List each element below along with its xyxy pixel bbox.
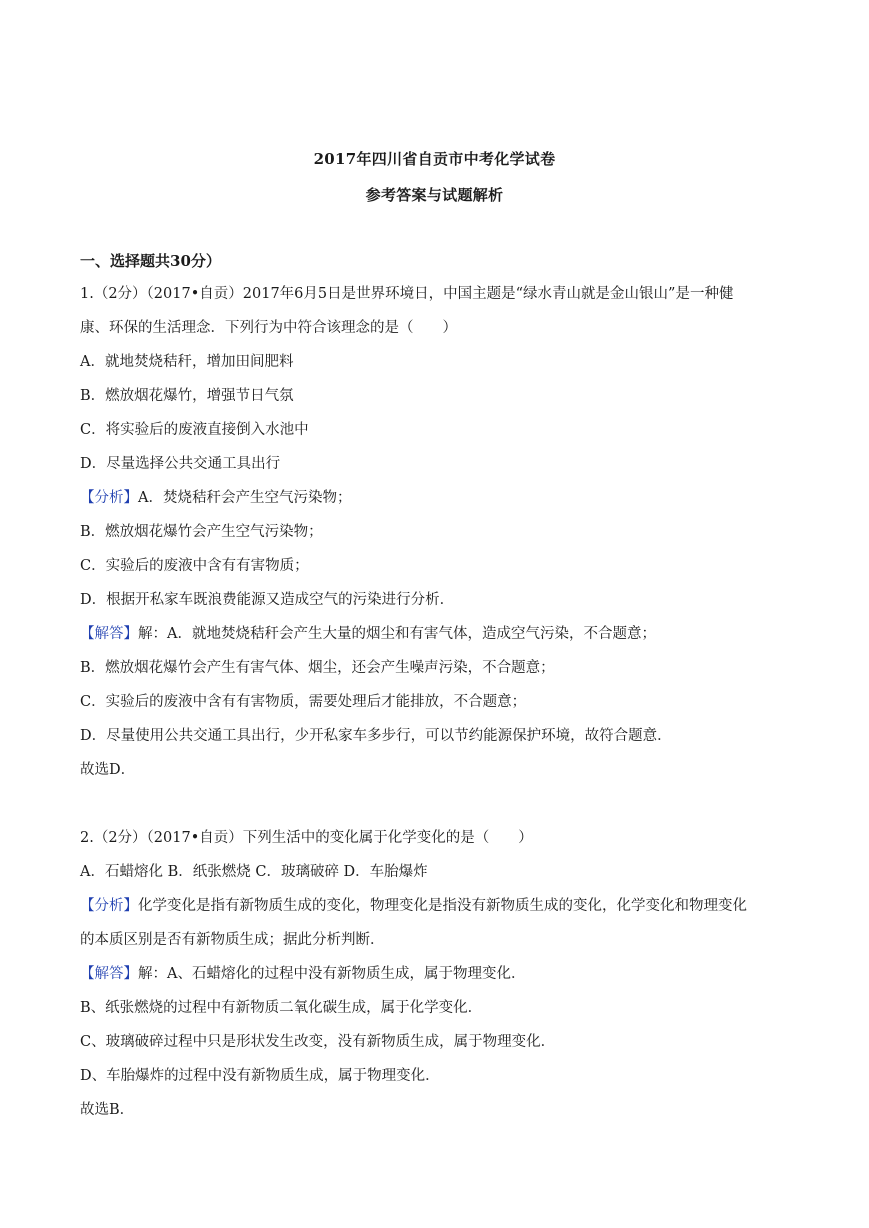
q2-stem: 2.（2分）（2017•自贡）下列生活中的变化属于化学变化的是（ ） bbox=[80, 830, 533, 846]
q2-options: A．石蜡熔化 B．纸张燃烧 C．玻璃破碎 D．车胎爆炸 bbox=[80, 864, 428, 880]
analysis-tag: 【分析】 bbox=[80, 490, 138, 506]
q1-analysis-line2: B．燃放烟花爆竹会产生空气污染物； bbox=[80, 524, 323, 540]
q1-analysis-line3: C．实验后的废液中含有有害物质； bbox=[80, 558, 309, 574]
q2-answer-line4: D、车胎爆炸的过程中没有新物质生成，属于物理变化． bbox=[80, 1068, 440, 1084]
q1-stem-line2: 康、环保的生活理念．下列行为中符合该理念的是（ ） bbox=[80, 320, 457, 336]
q1-option-a: A．就地焚烧秸秆，增加田间肥料 bbox=[80, 354, 294, 370]
q1-option-c: C．将实验后的废液直接倒入水池中 bbox=[80, 422, 309, 438]
q1-stem-line1: 1.（2分）（2017•自贡）2017年6月5日是世界环境日，中国主题是“绿水青山就是金山银山”是一种健 bbox=[80, 286, 734, 302]
answer-tag: 【解答】 bbox=[80, 626, 138, 642]
q1-option-b: B．燃放烟花爆竹，增强节日气氛 bbox=[80, 388, 294, 404]
q1-answer-text1: 解：A．就地焚烧秸秆会产生大量的烟尘和有害气体，造成空气污染，不合题意； bbox=[138, 626, 656, 642]
q2-answer-line2: B、纸张燃烧的过程中有新物质二氧化碳生成，属于化学变化． bbox=[80, 1000, 483, 1016]
q2-analysis-line2: 的本质区别是否有新物质生成；据此分析判断． bbox=[80, 932, 385, 948]
q2-analysis-text1: 化学变化是指有新物质生成的变化，物理变化是指没有新物质生成的变化，化学变化和物理变化 bbox=[138, 898, 747, 914]
section-heading: 一、选择题共30分） bbox=[80, 252, 221, 270]
answer-tag: 【解答】 bbox=[80, 966, 138, 982]
q1-choice: 故选D． bbox=[80, 762, 136, 778]
q2-choice: 故选B． bbox=[80, 1102, 135, 1118]
q2-analysis-line1 bbox=[80, 896, 800, 916]
q1-answer-line3: C．实验后的废液中含有有害物质，需要处理后才能排放，不合题意； bbox=[80, 694, 527, 710]
q1-answer-line1 bbox=[80, 624, 800, 644]
q1-answer-line2: B．燃放烟花爆竹会产生有害气体、烟尘，还会产生噪声污染，不合题意； bbox=[80, 660, 555, 676]
q1-option-d: D．尽量选择公共交通工具出行 bbox=[80, 456, 281, 472]
q1-analysis-text1: A．焚烧秸秆会产生空气污染物； bbox=[138, 490, 352, 506]
q1-analysis-line1 bbox=[80, 488, 800, 508]
q1-analysis-line4: D．根据开私家车既浪费能源又造成空气的污染进行分析． bbox=[80, 592, 455, 608]
document-title: 2017年四川省自贡市中考化学试卷 bbox=[313, 150, 556, 168]
q2-answer-text1: 解：A、石蜡熔化的过程中没有新物质生成，属于物理变化． bbox=[138, 966, 526, 982]
q2-answer-line3: C、玻璃破碎过程中只是形状发生改变，没有新物质生成，属于物理变化． bbox=[80, 1034, 556, 1050]
document-subtitle: 参考答案与试题解析 bbox=[365, 186, 504, 204]
q1-answer-line4: D．尽量使用公共交通工具出行，少开私家车多步行，可以节约能源保护环境，故符合题意． bbox=[80, 728, 672, 744]
q2-answer-line1 bbox=[80, 964, 800, 984]
analysis-tag: 【分析】 bbox=[80, 898, 138, 914]
